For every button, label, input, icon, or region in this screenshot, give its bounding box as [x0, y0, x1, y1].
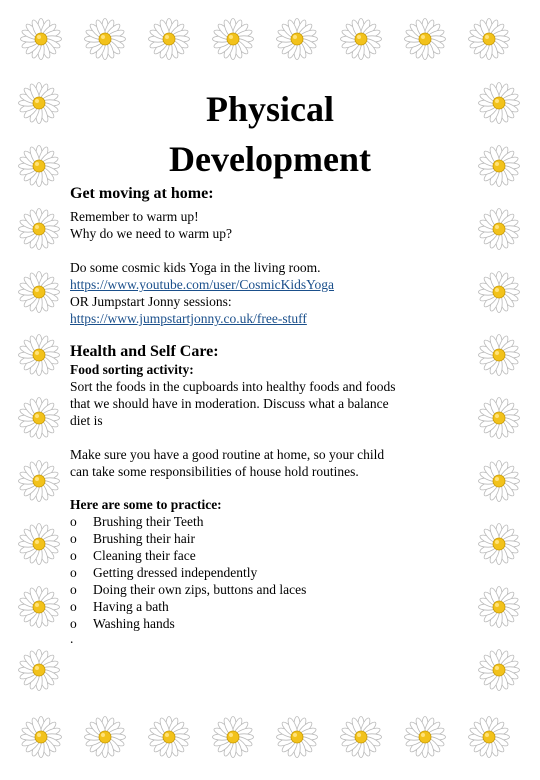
daisy-icon — [18, 208, 60, 250]
list-item — [70, 564, 257, 581]
list-item — [70, 598, 169, 615]
daisy-icon — [276, 18, 318, 60]
trailing-dot: . — [70, 631, 74, 646]
daisy-icon — [404, 716, 446, 758]
bullet-marker: o — [70, 514, 77, 529]
daisy-icon — [212, 716, 254, 758]
daisy-icon — [478, 649, 520, 691]
list-item-text: Cleaning their face — [93, 548, 196, 563]
daisy-icon — [18, 145, 60, 187]
daisy-icon — [478, 82, 520, 124]
link-cosmic-kids-yoga[interactable]: https://www.youtube.com/user/CosmicKidsYoga — [70, 277, 335, 292]
link-jumpstart-jonny[interactable]: https://www.jumpstartjonny.co.uk/free-stuff — [70, 311, 307, 326]
daisy-icon — [468, 18, 510, 60]
daisy-icon — [18, 586, 60, 628]
text-routine-1: Make sure you have a good routine at home, so your child — [70, 447, 385, 462]
text-sort-foods-1: Sort the foods in the cupboards into healthy foods and foods — [70, 379, 396, 394]
daisy-icon — [20, 716, 62, 758]
daisy-icon — [478, 586, 520, 628]
list-item — [70, 615, 175, 632]
title-line-1: Physical — [205, 89, 334, 129]
daisy-icon — [84, 716, 126, 758]
daisy-icon — [18, 82, 60, 124]
list-item-text: Brushing their Teeth — [93, 514, 204, 529]
daisy-icon — [478, 271, 520, 313]
bullet-marker: o — [70, 582, 77, 597]
list-heading-practice: Here are some to practice: — [70, 497, 222, 512]
bullet-marker: o — [70, 531, 77, 546]
section-heading-health-self-care: Health and Self Care: — [70, 343, 219, 360]
daisy-icon — [478, 334, 520, 376]
daisy-icon — [468, 716, 510, 758]
list-item — [70, 530, 195, 547]
text-routine-2: can take some responsibilities of house hold routines. — [70, 464, 359, 479]
bullet-marker: o — [70, 599, 77, 614]
bullet-marker: o — [70, 616, 77, 631]
daisy-icon — [84, 18, 126, 60]
list-item-text: Getting dressed independently — [93, 565, 258, 580]
daisy-icon — [18, 523, 60, 565]
list-item-text: Washing hands — [93, 616, 175, 631]
title-line-2: Development — [169, 139, 371, 179]
text-sort-foods-2: that we should have in moderation. Discuss what a balance — [70, 396, 389, 411]
daisy-icon — [478, 208, 520, 250]
text-cosmic-yoga: Do some cosmic kids Yoga in the living room. — [70, 260, 321, 275]
page-title — [140, 84, 400, 184]
list-item-text: Brushing their hair — [93, 531, 195, 546]
daisy-icon — [478, 145, 520, 187]
bullet-marker: o — [70, 565, 77, 580]
list-item-text: Doing their own zips, buttons and laces — [93, 582, 307, 597]
daisy-icon — [148, 18, 190, 60]
daisy-icon — [404, 18, 446, 60]
daisy-icon — [212, 18, 254, 60]
daisy-icon — [478, 397, 520, 439]
text-why-warm-up: Why do we need to warm up? — [70, 226, 232, 241]
list-item — [70, 581, 306, 598]
daisy-icon — [18, 460, 60, 502]
daisy-icon — [148, 716, 190, 758]
text-sort-foods-3: diet is — [70, 413, 103, 428]
daisy-icon — [478, 523, 520, 565]
list-item-text: Having a bath — [93, 599, 169, 614]
bullet-marker: o — [70, 548, 77, 563]
text-warm-up: Remember to warm up! — [70, 209, 199, 224]
daisy-icon — [276, 716, 318, 758]
text-jumpstart-jonny: OR Jumpstart Jonny sessions: — [70, 294, 232, 309]
daisy-icon — [18, 334, 60, 376]
list-item — [70, 547, 196, 564]
daisy-icon — [20, 18, 62, 60]
daisy-icon — [18, 271, 60, 313]
daisy-icon — [340, 18, 382, 60]
daisy-icon — [18, 649, 60, 691]
section-heading-get-moving: Get moving at home: — [70, 185, 214, 202]
daisy-icon — [340, 716, 382, 758]
list-item — [70, 513, 204, 530]
daisy-icon — [18, 397, 60, 439]
subheading-food-sorting: Food sorting activity: — [70, 362, 194, 377]
daisy-icon — [478, 460, 520, 502]
